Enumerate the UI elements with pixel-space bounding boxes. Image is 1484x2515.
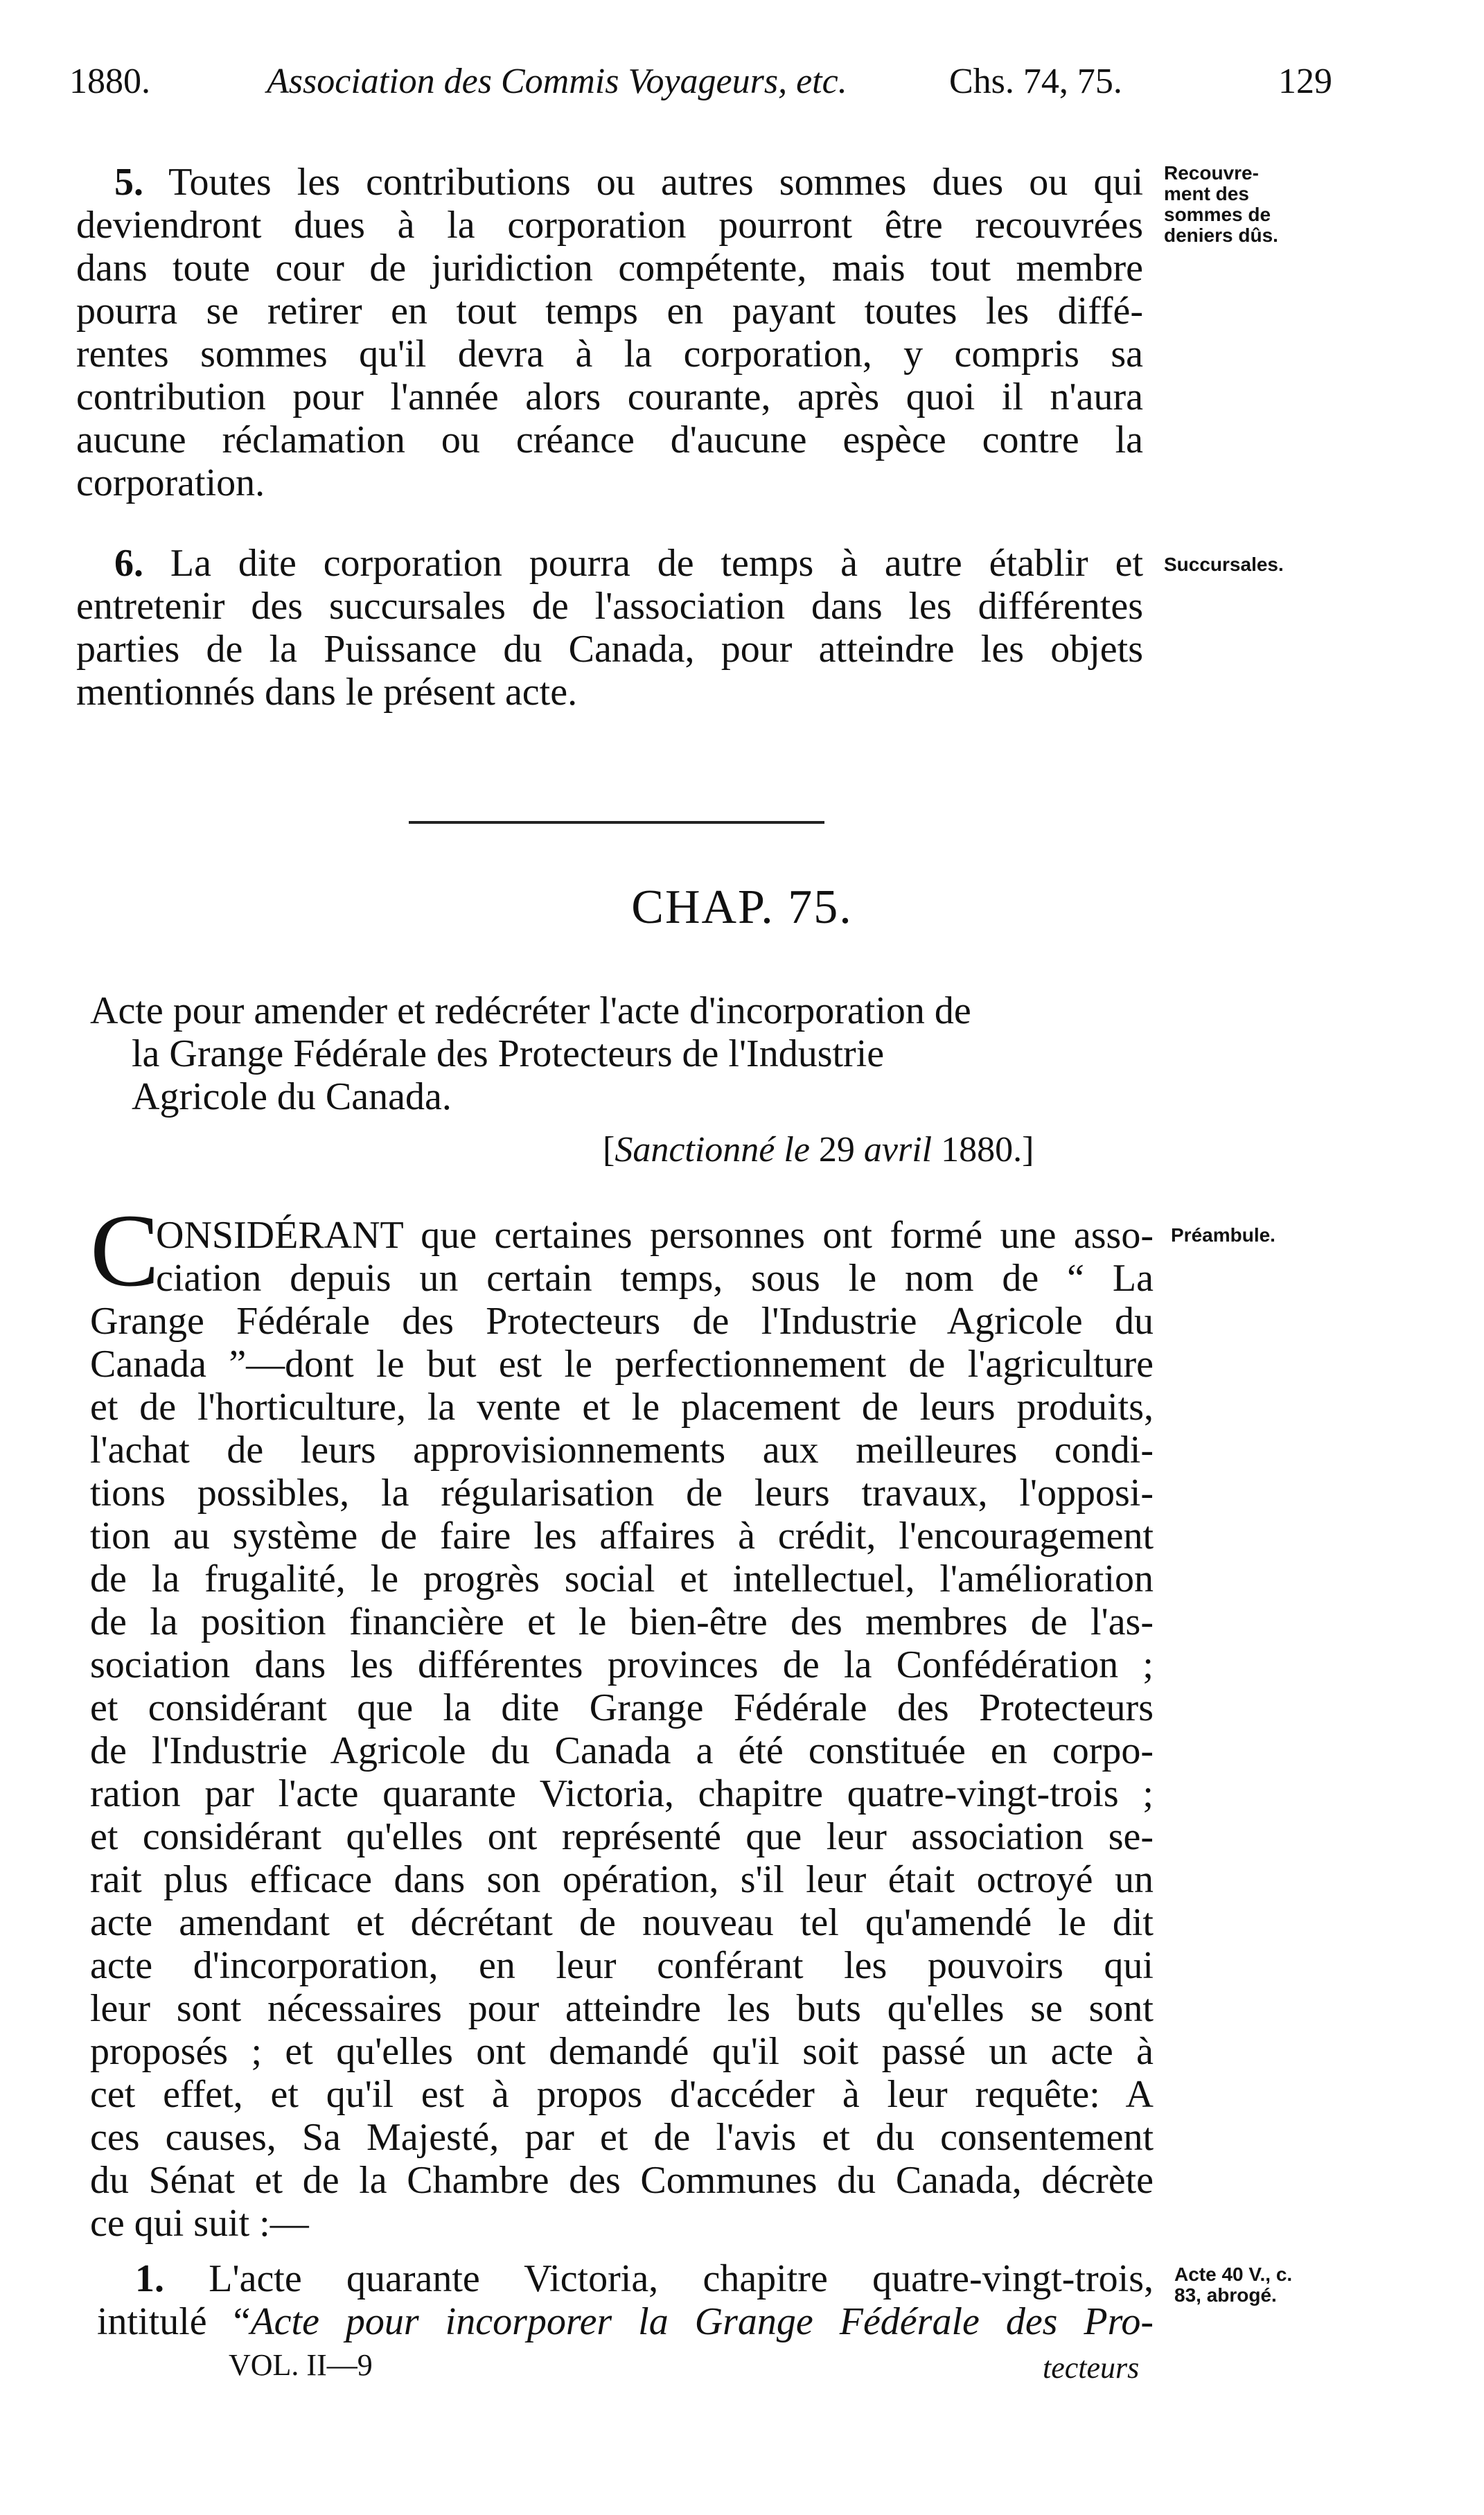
header-title: Association des Commis Voyageurs, etc. <box>267 62 847 101</box>
section-5-line-1: 5. Toutes les contributions ou autres sommes dues ou qui <box>114 161 1143 204</box>
section-6-line-4: mentionnés dans le présent acte. <box>76 671 578 714</box>
section-6-line-2: entretenir des succursales de l'association dans les différentes <box>76 585 1143 628</box>
catchword: tecteurs <box>1043 2351 1140 2385</box>
section-5-line-2: deviendront dues à la corporation pourront être recouvrées <box>76 204 1143 247</box>
section-6-line-1: 6. La dite corporation pourra de temps à autre établir et <box>114 542 1144 585</box>
section-5-number: 5. <box>114 161 143 204</box>
margin-note-acte-abroge: Acte 40 V., c. 83, abrogé. <box>1174 2264 1293 2306</box>
header-year: 1880. <box>69 62 150 101</box>
running-header <box>69 61 1344 116</box>
drop-cap: C <box>90 1193 160 1308</box>
section-5-line-6: contribution pour l'année alors courante, après quoi il n'aura <box>76 376 1143 418</box>
section-6-line-3: parties de la Puissance du Canada, pour atteindre les objets <box>76 628 1143 671</box>
margin-note-preambule: Préambule. <box>1171 1224 1275 1246</box>
chapter-title-line-2: la Grange Fédérale des Protecteurs de l'Industrie <box>132 1032 885 1075</box>
sanction-date: [Sanctionné le 29 avril 1880.] <box>603 1130 1034 1170</box>
chapter-heading: CHAP. 75. <box>631 881 853 934</box>
preamble-second-line: ciation depuis un certain temps, sous le nom de “ La <box>156 1257 1154 1300</box>
signature-mark: VOL. II—9 <box>229 2348 373 2382</box>
section-5-line-7: aucune réclamation ou créance d'aucune espèce contre la <box>76 418 1143 461</box>
section-6 <box>76 542 1143 714</box>
page-number: 129 <box>1278 62 1332 101</box>
preamble-first-word: ONSIDÉRANT <box>156 1214 403 1257</box>
section-1-line-1: 1. L'acte quarante Victoria, chapitre quatre-vingt-trois, <box>135 2257 1154 2300</box>
margin-note-succursales: Succursales. <box>1164 554 1284 575</box>
chapter-title <box>90 989 1171 1118</box>
preamble-body: Grange Fédérale des Protecteurs de l'Industrie Agricole du Canada ”—dont le but est le perfectionnement de l'agriculture et de l'horticulture, la vente et le placement de leurs produits, l'achat de leurs approvisionnements aux meilleures condi- tions possibles, la régularisation de leurs travaux, l'opposi- tion au système de faire les affaires à crédit, l'encouragement de la frugalité, le progrès social et intellectuel, l'amélioration de la position financière et le bien-être des membres de l'as- sociation dans les différentes provinces de la Confédération ; et considérant que la dite Grange Fédérale des Protecteurs de l'Industrie Agricole du Canada a été constituée en corpo- ration par l'acte quarante Victoria, chapitre quatre-vingt-trois ; et considérant qu'elles ont représenté que leur association se- rait plus efficace dans son opération, s'il leur était octroyé un acte amendant et décrétant de nouveau tel qu'amendé le dit acte d'incorporation, en leur conférant les pouvoirs qui leur sont nécessaires pour atteindre les buts qu'elles se sont proposés ; et qu'elles ont demandé qu'il soit passé un acte à cet effet, et qu'il est à propos d'accéder à leur requête: A ces causes, Sa Majesté, par et de l'avis et du consentement du Sénat et de la Chambre des Communes du Canada, décrète ce qui suit :— <box>90 1300 1154 2245</box>
header-chapters: Chs. 74, 75. <box>949 62 1122 101</box>
section-1 <box>97 2257 1154 2343</box>
preamble-first-line: ONSIDÉRANT que certaines personnes ont formé une asso- <box>156 1214 1154 1257</box>
chapter-title-line-1: Acte pour amender et redécréter l'acte d'incorporation de <box>90 989 971 1032</box>
section-5-line-5: rentes sommes qu'il devra à la corporation, y compris sa <box>76 333 1143 376</box>
section-5-line-4: pourra se retirer en tout temps en payant toutes les diffé- <box>76 290 1143 333</box>
section-6-number: 6. <box>114 542 143 585</box>
chapter-title-line-3: Agricole du Canada. <box>132 1075 452 1118</box>
section-1-number: 1. <box>135 2257 164 2300</box>
section-5-line-3: dans toute cour de juridiction compétente, mais tout membre <box>76 247 1143 290</box>
section-5 <box>76 161 1143 504</box>
section-1-line-2: intitulé “Acte pour incorporer la Grange Fédérale des Pro- <box>97 2300 1154 2343</box>
section-5-line-8: corporation. <box>76 461 265 504</box>
margin-note-recouvrement: Recouvre- ment des sommes de deniers dûs. <box>1164 162 1278 246</box>
section-divider <box>409 821 824 824</box>
